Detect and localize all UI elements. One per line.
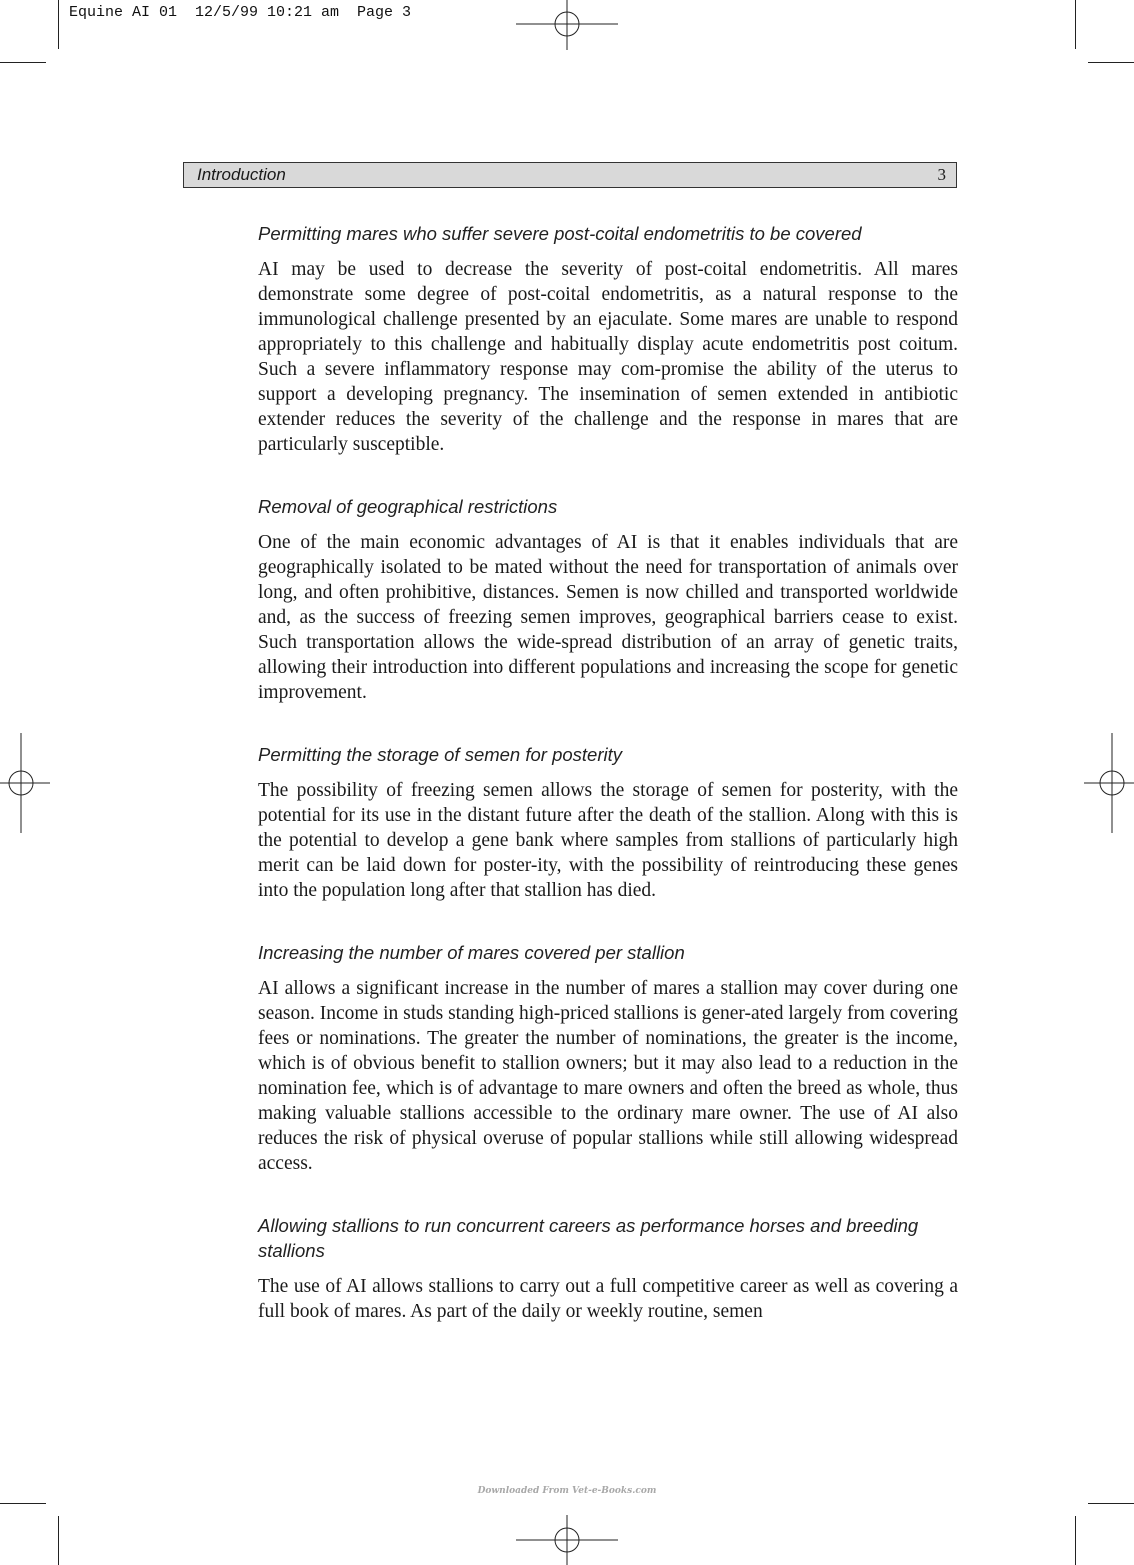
registration-mark [0,733,50,833]
registration-mark [516,1515,618,1565]
section-body: AI may be used to decrease the severity of post-coital endometritis. All mares demonstrate some degree of post-coital endometritis, as a natural response to the immunological challenge presented by an ejaculate. Some mares are unable to respond appropriately to this challenge and habitually display acute endometritis post coitum. Such a severe inflammatory response may com-promise the ability of the uterus to support a developing pregnancy. The insemination of semen extended in antibiotic extender reduces the severity of the challenge and the response in mares that are particularly susceptible. [258,259,958,455]
crop-mark [1088,1503,1134,1504]
section [258,494,958,705]
crop-mark [58,0,59,49]
section-body: The possibility of freezing semen allows the storage of semen for posterity, with the potential for its use in the distant future after the death of the stallion. Along with this is the potential to develop a gene bank where samples from stallions of particularly high merit can be laid down for poster-ity, with the possibility of reintroducing these genes into the population long after that stallion has died. [258,780,958,901]
running-head-section: Introduction [197,165,286,184]
crop-mark [0,62,46,63]
section-heading: Removal of geographical restrictions [258,496,558,517]
section [258,1213,958,1324]
section [258,221,958,457]
crop-mark [58,1516,59,1565]
section-body: The use of AI allows stallions to carry out a full competitive career as well as covering a full book of mares. As part of the daily or weekly routine, semen [258,1276,958,1322]
crop-mark [1075,0,1076,49]
crop-mark [1088,62,1134,63]
section-heading: Allowing stallions to run concurrent careers as performance horses and breeding stallions [258,1215,919,1261]
crop-mark [1075,1516,1076,1565]
registration-mark [516,0,618,50]
section [258,742,958,903]
section-heading: Permitting mares who suffer severe post-coital endometritis to be covered [258,223,862,244]
registration-mark [1084,733,1134,833]
page-number: 3 [937,165,946,184]
section-heading: Increasing the number of mares covered per stallion [258,942,685,963]
page-content [258,221,958,1361]
download-watermark: Downloaded From Vet-e-Books.com [477,1486,657,1496]
section-heading: Permitting the storage of semen for posterity [258,744,623,765]
section-body: One of the main economic advantages of AI is that it enables individuals that are geographically isolated to be mated without the need for transportation of animals over long, and often prohibitive, distances. Semen is now chilled and transported worldwide and, as the success of freezing semen improves, geographical barriers cease to exist. Such transportation allows the wide-spread distribution of an array of genetic traits, allowing their introduction into different populations and increasing the scope for genetic improvement. [258,532,958,703]
section [258,940,958,1176]
running-head [183,162,957,188]
crop-mark [0,1503,46,1504]
print-slug: Equine AI 01 12/5/99 10:21 am Page 3 [69,4,412,21]
section-body: AI allows a significant increase in the number of mares a stallion may cover during one season. Income in studs standing high-priced stallions is gener-ated largely from covering fees or nominations. The greater the number of nominations, the greater is the income, which is of obvious benefit to stallion owners; but it may also lead to a reduction in the nomination fee, which is of advantage to mare owners and often the breed as whole, thus making valuable stallions accessible to the ordinary mare owner. The use of AI also reduces the risk of physical overuse of popular stallions while still allowing widespread access. [258,978,958,1174]
